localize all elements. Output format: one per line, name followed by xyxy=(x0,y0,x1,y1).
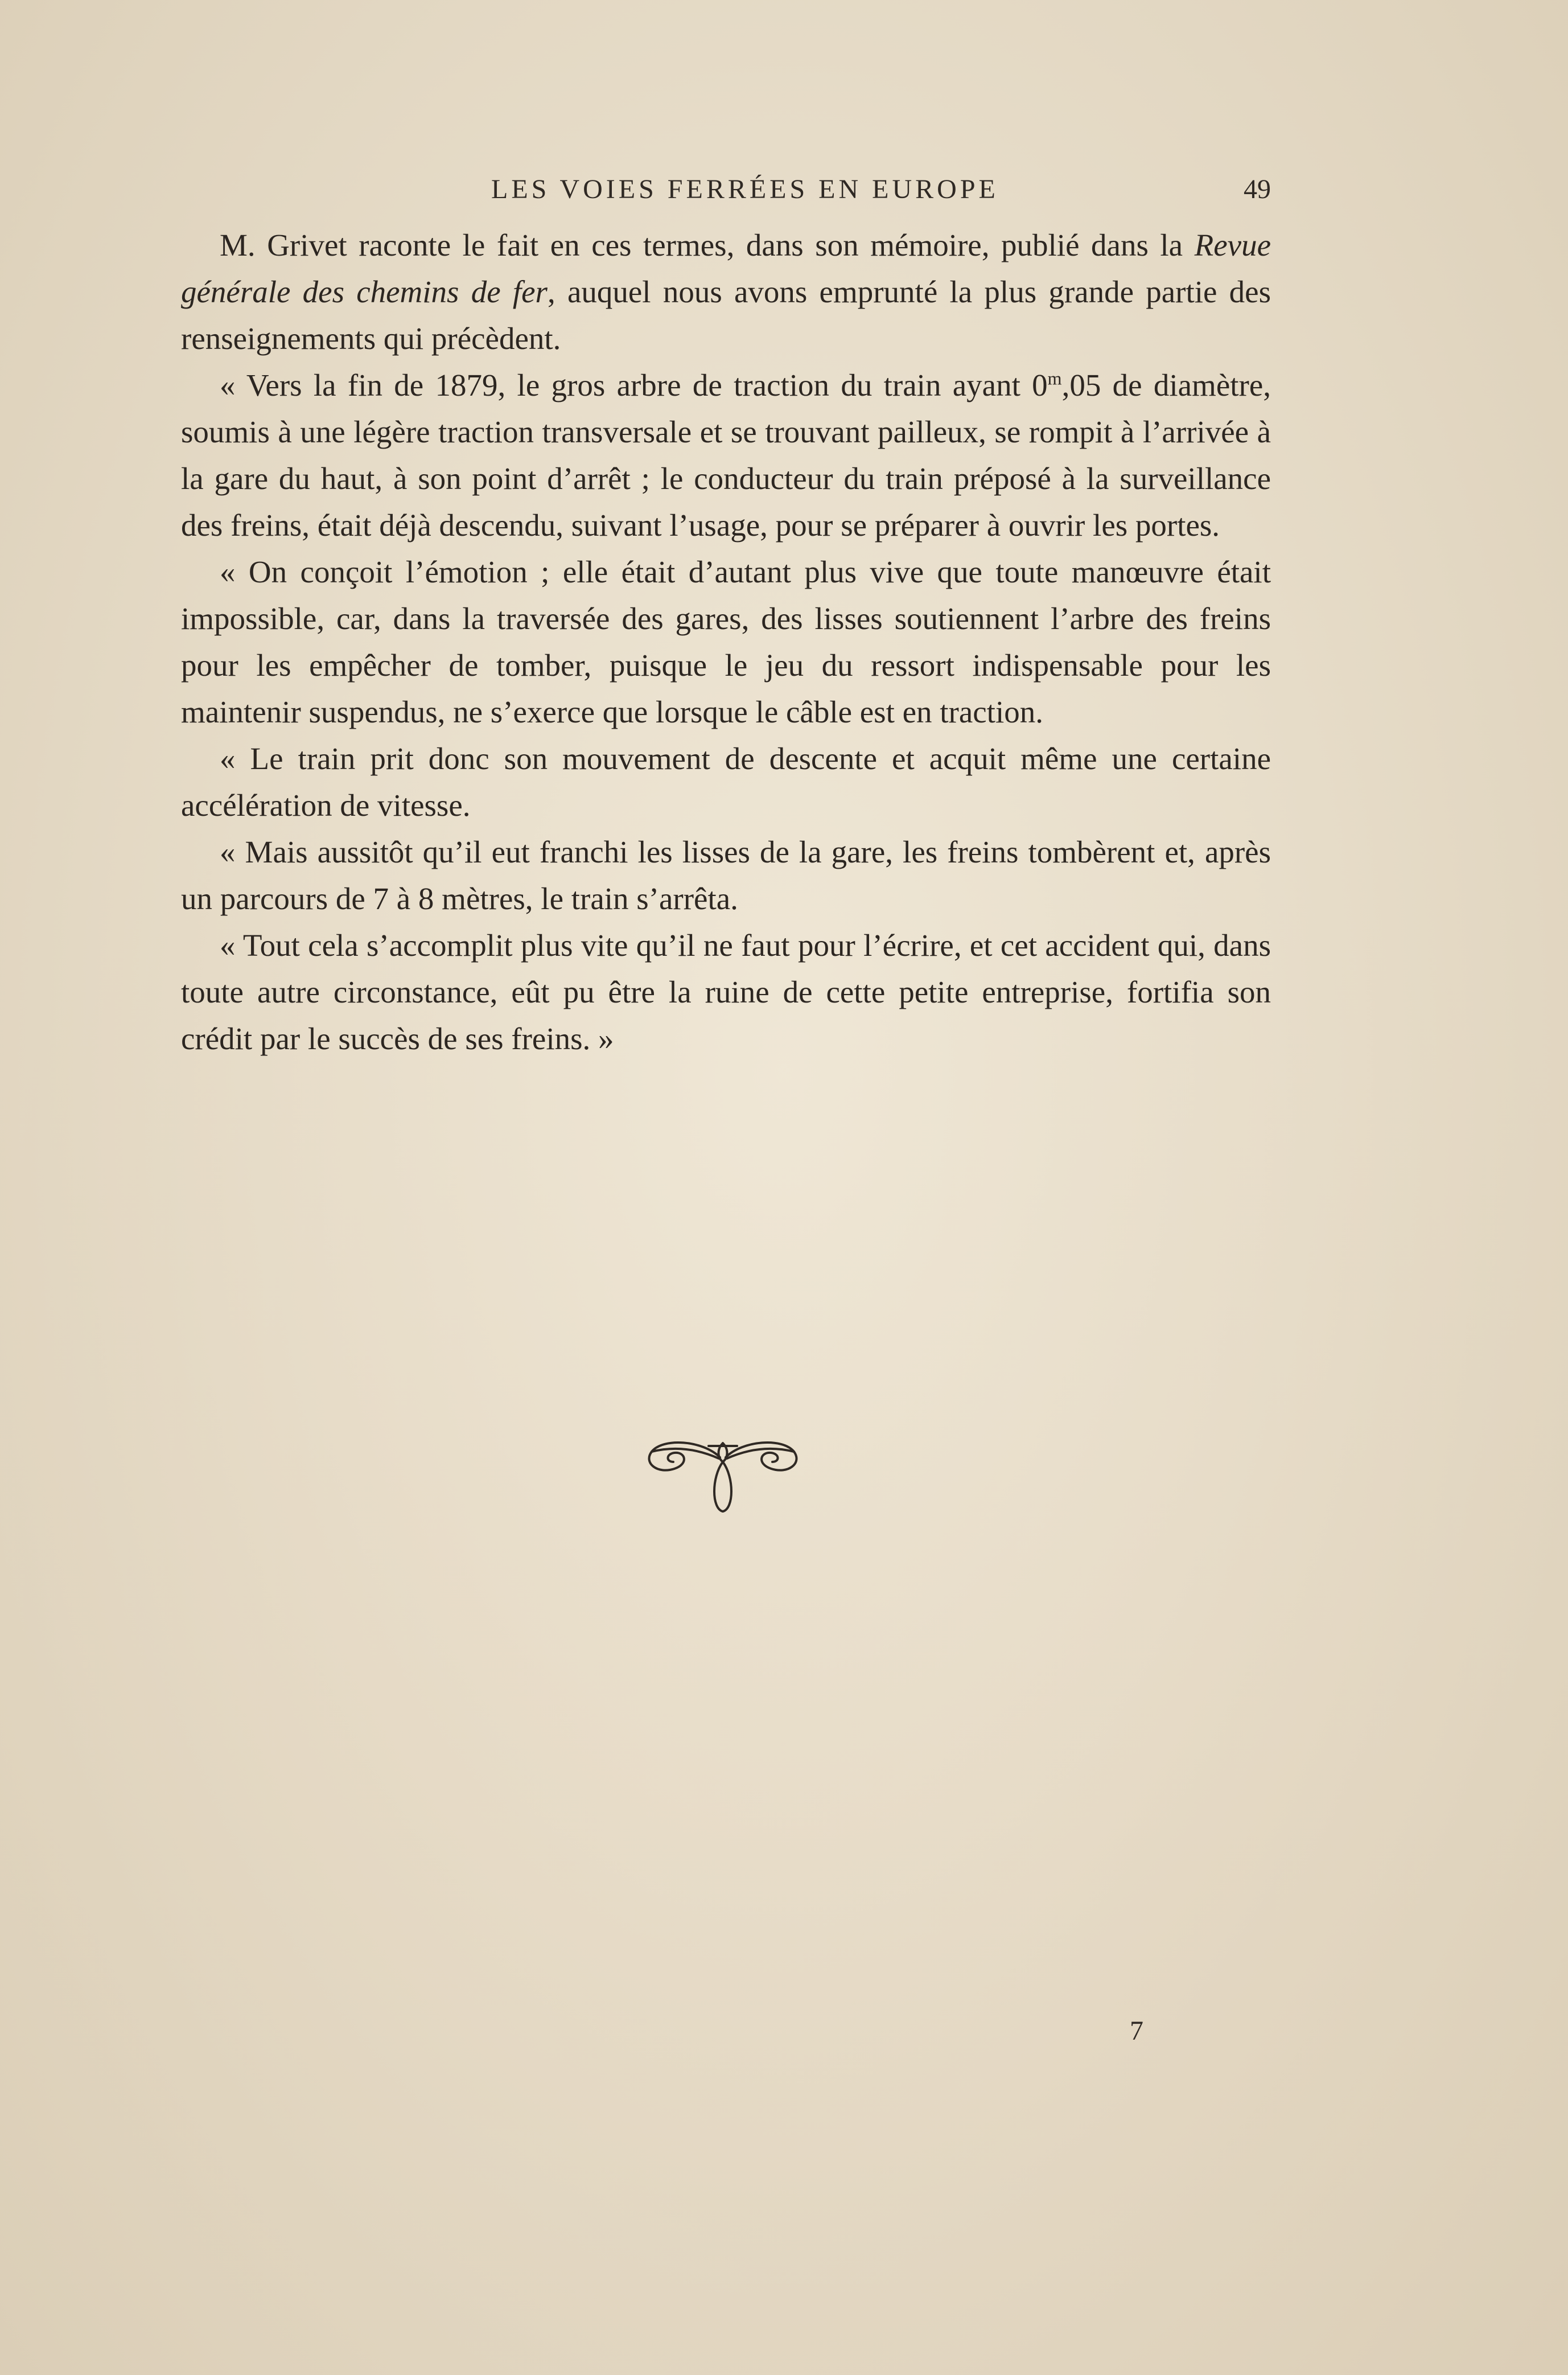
paragraph-4: « Le train prit donc son mouvement de descente et acquit même une certaine accélération de vitesse. xyxy=(181,741,1271,823)
signature-mark: 7 xyxy=(1130,2016,1143,2046)
page-number: 49 xyxy=(1244,174,1271,204)
body-text xyxy=(181,222,1271,1062)
scroll-ornament-icon xyxy=(640,1423,805,1520)
paragraph-2-text-b: ,05 de diamètre, soumis à une légère traction transversale et se trouvant pailleux, se rompit à l’arrivée à la gare du haut, à son point d’arrêt ; le conducteur du train préposé à la surveillance des freins, était déjà descendu, suivant l’usage, pour se préparer à ouvrir les portes. xyxy=(181,368,1271,543)
paragraph-2-text-a: « Vers la fin de 1879, le gros arbre de traction du train ayant 0 xyxy=(220,368,1048,402)
paragraph-1 xyxy=(181,222,1271,362)
paragraph-5: « Mais aussitôt qu’il eut franchi les lisses de la gare, les freins tombèrent et, après un parcours de 7 à 8 mètres, le train s’arrêta. xyxy=(181,835,1271,916)
running-title: LES VOIES FERRÉES EN EUROPE xyxy=(491,174,999,204)
paragraph-3: « On conçoit l’émotion ; elle était d’autant plus vive que toute manœuvre était impossible, car, dans la traversée des gares, des lisses soutiennent l’arbre des freins pour les empêcher de tomber, puisque le jeu du ressort indispensable pour les maintenir suspendus, ne s’exerce que lorsque le câble est en traction. xyxy=(181,554,1271,729)
paragraph-2 xyxy=(181,362,1271,549)
paragraph-1-text-b: , auquel nous avons emprunté la plus grande partie des renseignements qui précèdent. xyxy=(181,274,1271,356)
journal-title: Revue générale des chemins de fer xyxy=(181,228,1271,309)
paragraph-6: « Tout cela s’accomplit plus vite qu’il ne faut pour l’écrire, et cet accident qui, dans toute autre circonstance, eût pu être la ruine de cette petite entreprise, fortifia son crédit par le succès de ses freins. » xyxy=(181,928,1271,1056)
running-head xyxy=(181,174,1271,213)
unit-superscript: m xyxy=(1047,368,1062,389)
paragraph-1-text-a: M. Grivet raconte le fait en ces termes, dans son mémoire, publié dans la xyxy=(220,228,1195,262)
